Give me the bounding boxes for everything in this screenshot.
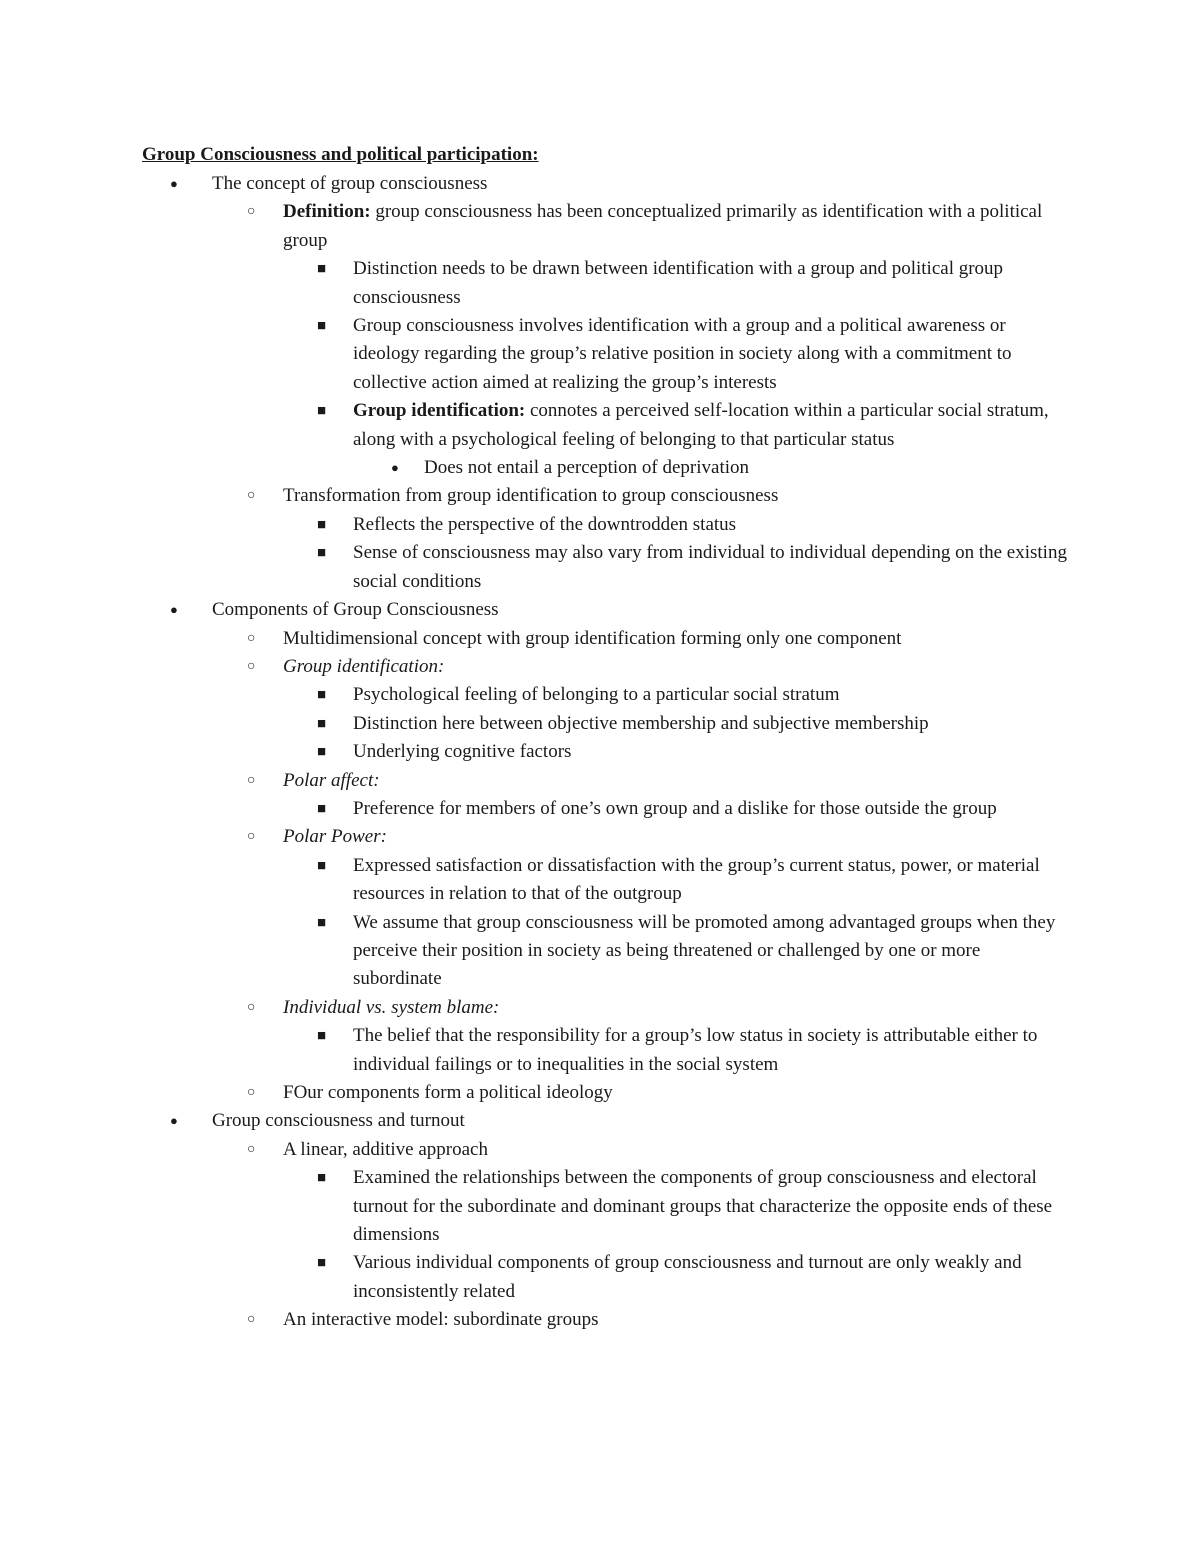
square-bullet-icon: ■ (317, 1028, 327, 1045)
list-item (142, 710, 1072, 738)
item-text: Psychological feeling of belonging to a particular social stratum (353, 684, 840, 706)
list-item (142, 255, 1072, 312)
list-item (142, 596, 1072, 624)
square-bullet-icon: ■ (317, 744, 327, 761)
item-text: We assume that group consciousness will be promoted among advantaged groups when they perceive their position in society as being threatened or challenged by one or more subordinate (353, 911, 1056, 990)
circle-bullet-icon: ○ (247, 1085, 256, 1100)
square-bullet-icon: ■ (317, 914, 327, 931)
circle-bullet-icon: ○ (247, 772, 256, 788)
item-text: connotes a perceived self-location within a particular social stratum, along with a psychological feeling of belonging to that particular status (353, 400, 1049, 450)
list-item (142, 1022, 1072, 1079)
square-bullet-icon: ■ (317, 545, 327, 562)
list-item (142, 482, 1072, 510)
definition-label: Definition: (283, 201, 371, 223)
item-text: Preference for members of one’s own group and a dislike for those outside the group (353, 797, 997, 819)
list-item (142, 767, 1072, 795)
item-text: Distinction needs to be drawn between identification with a group and political group consciousness (353, 258, 1004, 308)
list-item (142, 738, 1072, 766)
list-item (142, 312, 1072, 397)
list-item (142, 198, 1072, 255)
section-heading: Group consciousness and turnout (212, 1110, 465, 1132)
list-item (142, 1079, 1072, 1107)
item-text: Reflects the perspective of the downtrodden status (353, 513, 737, 535)
square-bullet-icon: ■ (317, 715, 327, 732)
section-heading: The concept of group consciousness (212, 173, 488, 194)
item-text: Underlying cognitive factors (353, 741, 572, 763)
circle-bullet-icon: ○ (247, 999, 256, 1015)
circle-bullet-icon: ○ (247, 658, 256, 674)
circle-bullet-icon: ○ (247, 1141, 256, 1157)
item-text: Sense of consciousness may also vary from individual to individual depending on the existing social conditions (353, 542, 1067, 592)
list-item (142, 994, 1072, 1022)
item-text: Transformation from group identification to group consciousness (283, 485, 779, 507)
bullet-icon: ● (170, 1113, 178, 1129)
component-label: Polar affect: (283, 769, 380, 791)
component-label: Group identification: (283, 655, 445, 677)
notes-body (142, 140, 1072, 1335)
list-item (142, 1164, 1072, 1249)
bullet-icon: ● (170, 602, 178, 618)
component-label: Individual vs. system blame: (283, 996, 500, 1018)
item-text: Does not entail a perception of deprivation (424, 457, 750, 479)
square-bullet-icon: ■ (317, 261, 327, 278)
group-identification-label: Group identification: (353, 400, 526, 422)
list-item (142, 539, 1072, 596)
square-bullet-icon: ■ (317, 1170, 327, 1187)
square-bullet-icon: ■ (317, 318, 327, 335)
component-label: Polar Power: (283, 826, 387, 848)
list-item (142, 653, 1072, 681)
list-item (142, 1136, 1072, 1164)
circle-bullet-icon: ○ (247, 829, 256, 845)
square-bullet-icon: ■ (317, 1255, 327, 1272)
square-bullet-icon: ■ (317, 516, 327, 533)
list-item (142, 1249, 1072, 1306)
bullet-icon: ● (170, 176, 178, 191)
circle-bullet-icon: ○ (247, 630, 256, 646)
circle-bullet-icon: ○ (247, 1312, 256, 1328)
list-item (142, 852, 1072, 909)
item-text: A linear, additive approach (283, 1138, 488, 1160)
definition-text: group consciousness has been conceptualized primarily as identification with a political group (283, 201, 1043, 251)
square-bullet-icon: ■ (317, 800, 327, 817)
list-item (142, 909, 1072, 994)
list-item (142, 823, 1072, 851)
page-title: Group Consciousness and political participation: (142, 144, 539, 165)
circle-bullet-icon: ○ (247, 204, 256, 220)
list-item (142, 1107, 1072, 1135)
list-item (142, 397, 1072, 454)
item-text: Group consciousness involves identification with a group and a political awareness or ideology regarding the group’s relative position in society along with a commitment to collective action aimed at realizing the group’s interests (353, 315, 1012, 393)
bullet-icon: ● (391, 460, 399, 476)
square-bullet-icon: ■ (317, 857, 327, 874)
list-item (142, 1306, 1072, 1334)
section-heading: Components of Group Consciousness (212, 599, 499, 621)
item-text: The belief that the responsibility for a group’s low status in society is attributable either to individual failings or to inequalities in the social system (353, 1025, 1038, 1075)
list-item (142, 454, 1072, 482)
item-text: FOur components form a political ideology (283, 1082, 613, 1103)
list-item (142, 681, 1072, 709)
circle-bullet-icon: ○ (247, 488, 256, 504)
list-item (142, 511, 1072, 539)
square-bullet-icon: ■ (317, 403, 327, 420)
item-text: An interactive model: subordinate groups (283, 1309, 599, 1331)
list-item (142, 795, 1072, 823)
item-text: Various individual components of group consciousness and turnout are only weakly and inconsistently related (353, 1252, 1022, 1302)
item-text: Expressed satisfaction or dissatisfaction with the group’s current status, power, or material resources in relation to that of the outgroup (353, 854, 1040, 905)
item-text: Multidimensional concept with group identification forming only one component (283, 627, 902, 649)
item-text: Distinction here between objective membership and subjective membership (353, 712, 929, 734)
list-item (142, 625, 1072, 653)
list-item (142, 170, 1072, 198)
square-bullet-icon: ■ (317, 687, 327, 704)
item-text: Examined the relationships between the components of group consciousness and electoral turnout for the subordinate and dominant groups that characterize the opposite ends of these dimensions (353, 1167, 1053, 1246)
